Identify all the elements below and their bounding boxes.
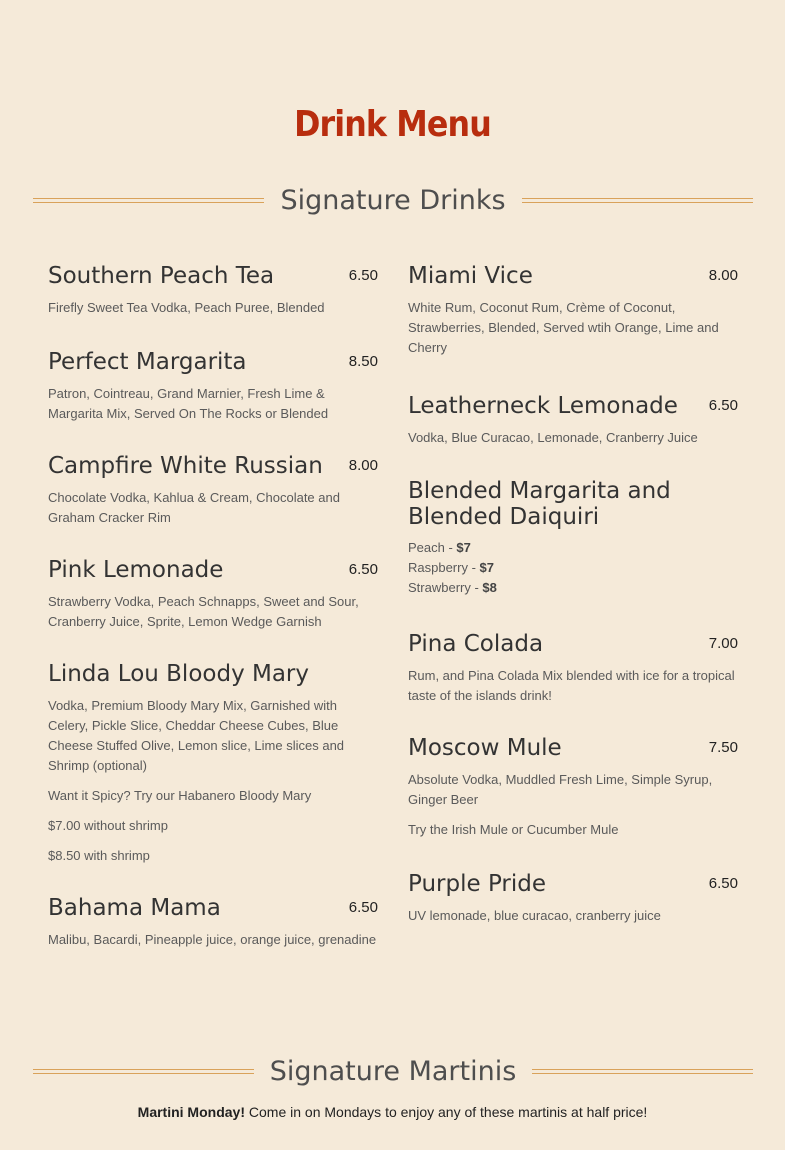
menu-item — [408, 630, 738, 706]
item-description: Rum, and Pina Colada Mix blended with ice for a tropical taste of the islands drink! — [408, 668, 735, 703]
promo-line — [0, 1104, 785, 1120]
item-price: 7.00 — [708, 635, 738, 652]
variant-price: $8 — [482, 580, 497, 595]
variant-price: $7 — [479, 560, 494, 575]
menu-item — [408, 262, 738, 358]
menu-item — [48, 262, 378, 318]
variant-list — [408, 538, 738, 598]
item-note: Try the Irish Mule or Cucumber Mule — [408, 822, 619, 837]
item-name: Pina Colada — [408, 631, 544, 657]
section-header-martinis — [33, 1051, 753, 1091]
item-name: Blended Margarita and Blended Daiquiri — [408, 478, 671, 530]
variant-price: $7 — [456, 540, 471, 555]
item-description: UV lemonade, blue curacao, cranberry juice — [408, 908, 661, 923]
variant-label: Strawberry - — [408, 580, 483, 595]
menu-item — [48, 348, 378, 424]
item-description: Vodka, Blue Curacao, Lemonade, Cranberry Juice — [408, 430, 698, 445]
item-description: Patron, Cointreau, Grand Marnier, Fresh Lime & Margarita Mix, Served On The Rocks or Blended — [48, 386, 329, 421]
menu-item — [48, 660, 378, 866]
item-price: 6.50 — [708, 875, 738, 892]
menu-item — [48, 452, 378, 528]
menu-item — [48, 894, 378, 950]
right-column — [408, 262, 738, 956]
item-price: 6.50 — [348, 561, 378, 578]
variant-row — [408, 558, 738, 578]
item-name: Perfect Margarita — [48, 349, 247, 375]
item-note: Want it Spicy? Try our Habanero Bloody Mary — [48, 788, 312, 803]
item-price: 6.50 — [708, 397, 738, 414]
item-price: 8.00 — [348, 457, 378, 474]
promo-text: Come in on Mondays to enjoy any of these martinis at half price! — [245, 1104, 648, 1120]
item-description: Absolute Vodka, Muddled Fresh Lime, Simple Syrup, Ginger Beer — [408, 772, 713, 807]
menu-item — [408, 392, 738, 448]
item-note: $7.00 without shrimp — [48, 818, 168, 833]
item-name: Linda Lou Bloody Mary — [48, 661, 309, 687]
item-name: Southern Peach Tea — [48, 263, 275, 289]
item-name: Moscow Mule — [408, 735, 562, 761]
menu-item — [408, 734, 738, 840]
item-description: Malibu, Bacardi, Pineapple juice, orange juice, grenadine — [48, 932, 377, 947]
variant-row — [408, 538, 738, 558]
item-description: Strawberry Vodka, Peach Schnapps, Sweet and Sour, Cranberry Juice, Sprite, Lemon Wedge Garnish — [48, 594, 359, 629]
divider-rule — [522, 198, 753, 203]
section-title: Signature Martinis — [269, 1055, 517, 1087]
item-price: 6.50 — [348, 267, 378, 284]
item-name: Leatherneck Lemonade — [408, 393, 678, 419]
item-name: Bahama Mama — [48, 895, 221, 921]
item-description: Chocolate Vodka, Kahlua & Cream, Chocolate and Graham Cracker Rim — [48, 490, 340, 525]
item-price: 6.50 — [348, 899, 378, 916]
item-name: Pink Lemonade — [48, 557, 224, 583]
variant-label: Peach - — [408, 540, 457, 555]
item-price: 8.00 — [708, 267, 738, 284]
item-price: 8.50 — [348, 353, 378, 370]
item-note: $8.50 with shrimp — [48, 848, 150, 863]
section-title: Signature Drinks — [280, 184, 506, 216]
variant-label: Raspberry - — [408, 560, 480, 575]
variant-row — [408, 578, 738, 598]
section-header-drinks — [33, 180, 753, 220]
item-description: Firefly Sweet Tea Vodka, Peach Puree, Blended — [48, 300, 325, 315]
item-description: Vodka, Premium Bloody Mary Mix, Garnished with Celery, Pickle Slice, Cheddar Cheese Cubes, Blue Cheese Stuffed Olive, Lemon slice, Lime slices and Shrimp (optional) — [48, 698, 345, 773]
item-price: 7.50 — [708, 739, 738, 756]
divider-rule — [33, 1069, 254, 1074]
divider-rule — [33, 198, 264, 203]
item-name: Miami Vice — [408, 263, 533, 289]
divider-rule — [532, 1069, 753, 1074]
menu-item — [408, 870, 738, 926]
item-name: Campfire White Russian — [48, 453, 323, 479]
menu-item — [48, 556, 378, 632]
promo-bold: Martini Monday! — [137, 1104, 245, 1120]
item-description: White Rum, Coconut Rum, Crème of Coconut, Strawberries, Blended, Served wtih Orange, Lime and Cherry — [408, 300, 719, 355]
left-column — [48, 262, 378, 980]
menu-item — [408, 478, 738, 598]
item-name: Purple Pride — [408, 871, 547, 897]
page-title: Drink Menu — [294, 104, 491, 145]
